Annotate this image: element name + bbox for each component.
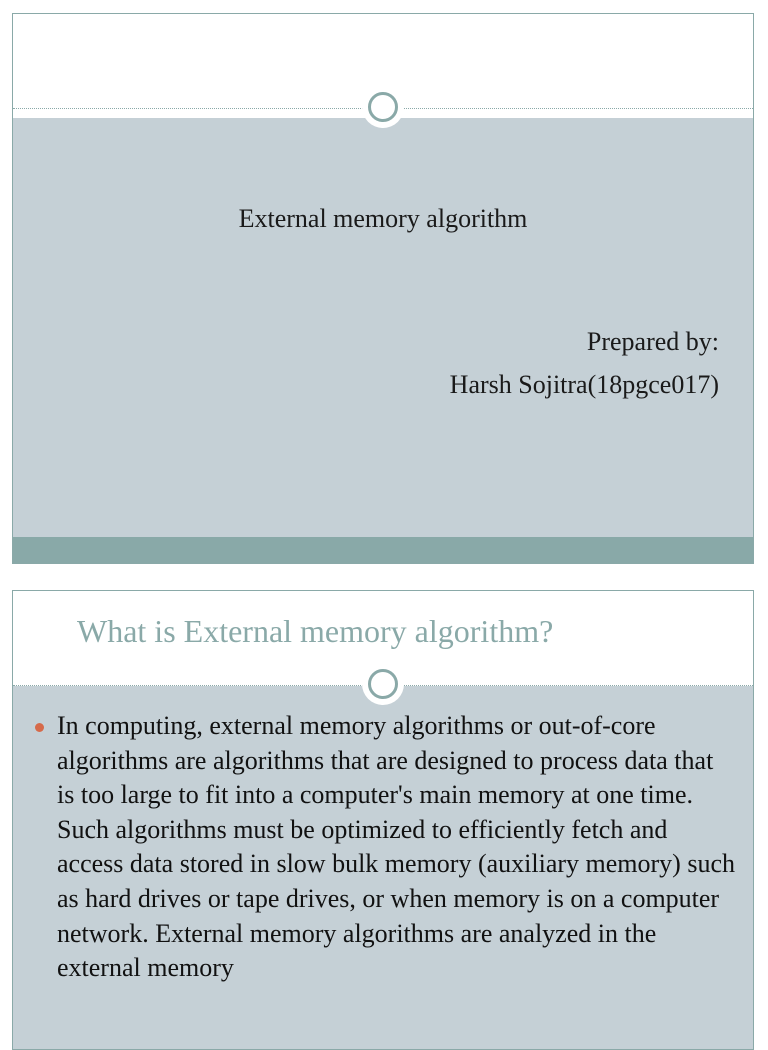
- slide-heading: What is External memory algorithm?: [77, 613, 554, 649]
- prepared-by-label: Prepared by:: [586, 327, 719, 356]
- content-slide: [12, 590, 754, 1050]
- title-slide: [12, 13, 754, 564]
- bullet-dot-icon: [35, 723, 44, 732]
- slide-title: External memory algorithm: [238, 204, 528, 233]
- author-name: Harsh Sojitra(18pgce017): [449, 370, 719, 399]
- ring-ornament-icon: [362, 663, 404, 705]
- ring-ornament-icon: [362, 86, 404, 128]
- slide-footer-bar: [13, 537, 753, 564]
- bullet-text: In computing, external memory algorithms or out-of-core algorithms are algorithms that are designed to process data that is too large to fit into a computer's main memory at one time. Such algorithms must be optimized to efficiently fetch and access data stored in slow bulk memory (auxiliary memory) such as hard drives or tape drives, or when memory is on a computer network. External memory algorithms are analyzed in the external memory: [57, 711, 735, 983]
